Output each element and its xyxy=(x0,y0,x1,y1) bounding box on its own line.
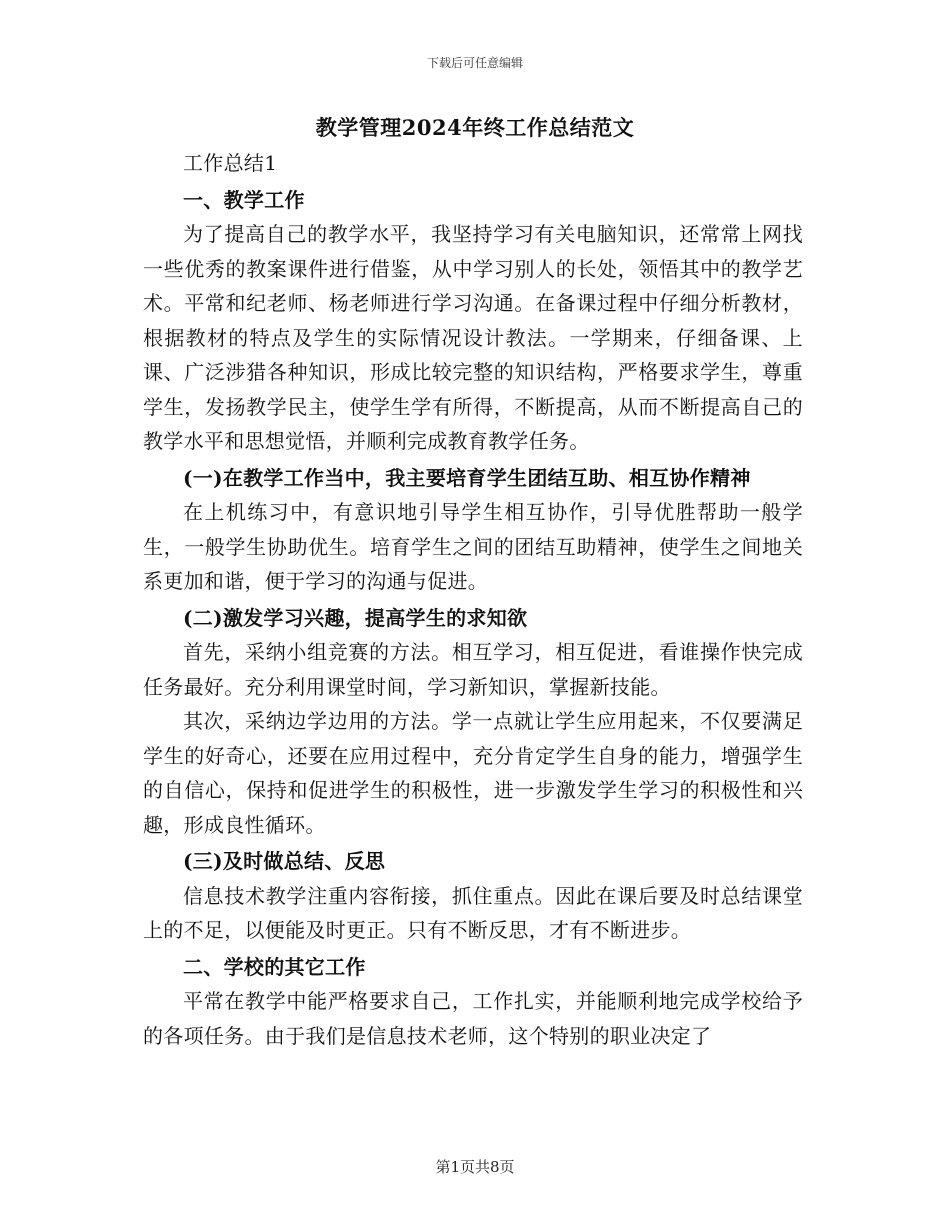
body-paragraph: 平常在教学中能严格要求自己，工作扎实，并能顺利地完成学校给予的各项任务。由于我们是信息技术老师，这个特别的职业决定了 xyxy=(143,989,803,1048)
section-label: 工作总结1 xyxy=(183,151,278,175)
document-title: 教学管理2024年终工作总结范文 xyxy=(315,115,635,140)
body-paragraph: 首先，采纳小组竞赛的方法。相互学习，相互促进，看谁操作快完成任务最好。充分利用课堂时间，学习新知识，掌握新技能。 xyxy=(143,640,803,699)
page-indicator: 第1页共8页 xyxy=(435,1158,515,1176)
subheading-cooperation: (一)在教学工作当中，我主要培育学生团结互助、相互协作精神 xyxy=(183,465,751,490)
section-heading-teaching: 一、教学工作 xyxy=(183,187,305,212)
body-paragraph: 信息技术教学注重内容衔接，抓住重点。因此在课后要及时总结课堂上的不足，以便能及时更正。只有不断反思，才有不断进步。 xyxy=(143,883,803,942)
document-body xyxy=(143,146,803,1053)
body-paragraph: 其次，采纳边学边用的方法。学一点就让学生应用起来，不仅要满足学生的好奇心，还要在应用过程中，充分肯定学生自身的能力，增强学生的自信心，保持和促进学生的积极性，进一步激发学生学习的积极性和兴趣，形成良性循环。 xyxy=(143,709,803,837)
body-paragraph: 为了提高自己的教学水平，我坚持学习有关电脑知识，还常常上网找一些优秀的教案课件进行借鉴，从中学习别人的长处，领悟其中的教学艺术。平常和纪老师、杨老师进行学习沟通。在备课过程中仔细分析教材，根据教材的特点及学生的实际情况设计教法。一学期来，仔细备课、上课、广泛涉猎各种知识，形成比较完整的知识结构，严格要求学生，尊重学生，发扬教学民主，使学生学有所得，不断提高，从而不断提高自己的教学水平和思想觉悟，并顺利完成教育教学任务。 xyxy=(143,222,803,453)
section-heading-other-work: 二、学校的其它工作 xyxy=(183,954,366,979)
subheading-interest: (二)激发学习兴趣，提高学生的求知欲 xyxy=(183,605,528,630)
body-paragraph: 在上机练习中，有意识地引导学生相互协作，引导优胜帮助一般学生，一般学生协助优生。培育学生之间的团结互助精神，使学生之间地关系更加和谐，便于学习的沟通与促进。 xyxy=(143,500,803,593)
subheading-reflection: (三)及时做总结、反思 xyxy=(183,849,386,873)
header-note: 下载后可任意编辑 xyxy=(426,56,523,70)
